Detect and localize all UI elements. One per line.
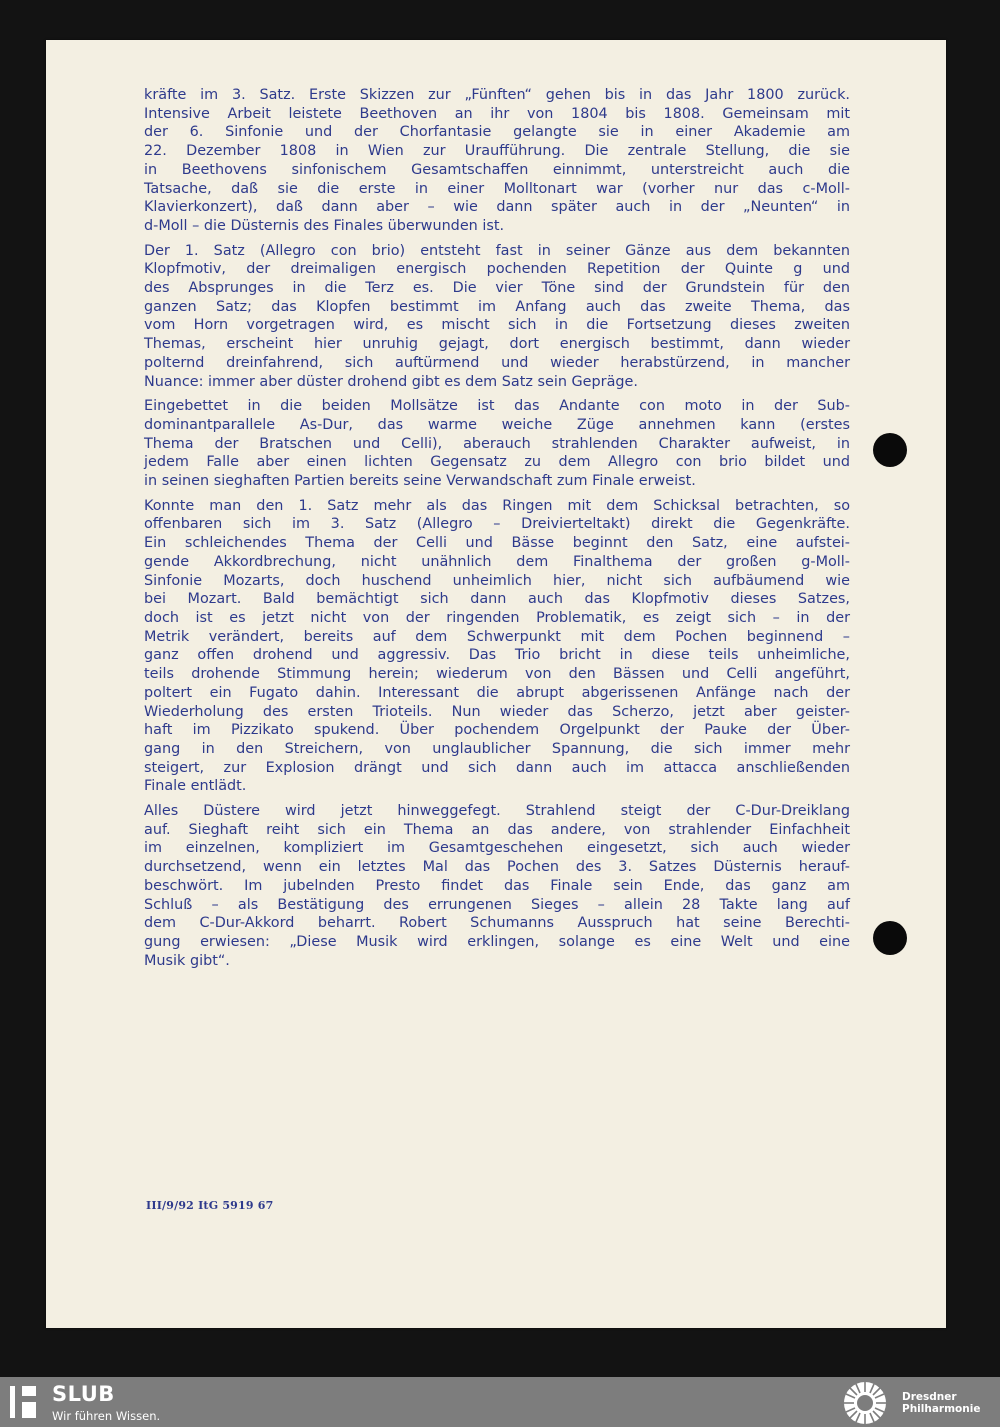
text-line: Themas, erscheint hier unruhig gejagt, dort energisch bestimmt, dann wieder bbox=[144, 336, 850, 353]
text-line: polternd dreinfahrend, sich auftürmend und wieder herabstürzend, in mancher bbox=[144, 354, 850, 371]
philharmonie-logo-icon bbox=[842, 1380, 888, 1426]
text-line: des Absprunges in die Terz es. Die vier Töne sind der Grundstein für den bbox=[144, 280, 850, 297]
punch-hole-lower bbox=[873, 921, 907, 955]
text-line: haft im Pizzikato spukend. Über pochendem Orgelpunkt der Pauke der Über- bbox=[144, 722, 850, 739]
text-line: in seinen sieghaften Partien bereits seine Verwandschaft zum Finale erweist. bbox=[144, 473, 696, 490]
text-line: dominantparallele As-Dur, das warme weiche Züge annehmen kann (erstes bbox=[144, 416, 850, 433]
text-line: durchsetzend, wenn ein letztes Mal das Pochen des 3. Satzes Düsternis herauf- bbox=[144, 859, 850, 876]
philharmonie-name bbox=[902, 1391, 980, 1415]
text-line: Der 1. Satz (Allegro con brio) entsteht fast in seiner Gänze aus dem bekannten bbox=[144, 242, 850, 259]
text-line: Metrik verändert, bereits auf dem Schwerpunkt mit dem Pochen beginnend – bbox=[144, 628, 850, 645]
paragraph bbox=[144, 497, 850, 796]
text-line: Wiederholung des ersten Trioteils. Nun wieder das Scherzo, jetzt aber geister- bbox=[144, 703, 850, 720]
text-line: Ein schleichendes Thema der Celli und Bässe beginnt den Satz, eine aufstei- bbox=[144, 535, 850, 552]
text-line: Konnte man den 1. Satz mehr als das Ringen mit dem Schicksal betrachten, so bbox=[144, 497, 850, 514]
paragraph bbox=[144, 802, 850, 970]
document-text bbox=[144, 86, 850, 976]
text-line: dem C-Dur-Akkord beharrt. Robert Schumanns Ausspruch hat seine Berechti- bbox=[144, 915, 850, 932]
text-line: d-Moll – die Düsternis des Finales überwunden ist. bbox=[144, 217, 505, 234]
text-line: poltert ein Fugato dahin. Interessant die abrupt abgerissenen Anfänge nach der bbox=[144, 684, 850, 701]
text-line: Nuance: immer aber düster drohend gibt es dem Satz sein Gepräge. bbox=[144, 373, 638, 390]
slub-logo-icon bbox=[10, 1386, 36, 1418]
slub-name: SLUB bbox=[52, 1382, 115, 1406]
text-line: 22. Dezember 1808 in Wien zur Uraufführung. Die zentrale Stellung, die sie bbox=[144, 143, 850, 160]
text-line: der 6. Sinfonie und der Chorfantasie gelangte sie in einer Akademie am bbox=[144, 124, 850, 141]
text-line: doch ist es jetzt nicht von der ringenden Problematik, es zeigt sich – in der bbox=[144, 609, 850, 626]
paragraph bbox=[144, 242, 850, 392]
text-line: Alles Düstere wird jetzt hinweggefegt. Strahlend steigt der C-Dur-Dreiklang bbox=[144, 803, 850, 820]
text-line: Finale entlädt. bbox=[144, 778, 247, 795]
philharmonie-name-line2: Philharmonie bbox=[902, 1403, 981, 1415]
print-code: III/9/92 ItG 5919 67 bbox=[146, 1199, 274, 1212]
punch-hole-upper bbox=[873, 433, 907, 467]
text-line: ganzen Satz; das Klopfen bestimmt im Anfang auch das zweite Thema, das bbox=[144, 298, 850, 315]
text-line: Sinfonie Mozarts, doch huschend unheimlich hier, nicht sich aufbäumend wie bbox=[144, 572, 850, 589]
text-line: gang in den Streichern, von unglaublicher Spannung, die sich immer mehr bbox=[144, 740, 850, 757]
text-line: Schluß – als Bestätigung des errungenen Sieges – allein 28 Takte lang auf bbox=[144, 896, 850, 913]
text-line: Thema der Bratschen und Celli), aberauch strahlenden Charakter aufweist, in bbox=[144, 435, 850, 452]
text-line: vom Horn vorgetragen wird, es mischt sich in die Fortsetzung dieses zweiten bbox=[144, 317, 850, 334]
text-line: teils drohende Stimmung herein; wiederum von den Bässen und Celli angeführt, bbox=[144, 666, 850, 683]
text-line: kräfte im 3. Satz. Erste Skizzen zur „Fünften“ gehen bis in das Jahr 1800 zurück. bbox=[144, 87, 850, 103]
paragraph bbox=[144, 86, 850, 236]
text-line: ganz offen drohend und aggressiv. Das Trio bricht in diese teils unheimliche, bbox=[144, 647, 850, 664]
text-line: beschwört. Im jubelnden Presto findet das Finale sein Ende, das ganz am bbox=[144, 877, 850, 894]
text-line: Tatsache, daß sie die erste in einer Molltonart war (vorher nur das c-Moll- bbox=[144, 180, 850, 197]
paragraph bbox=[144, 397, 850, 491]
text-line: auf. Sieghaft reiht sich ein Thema an das andere, von strahlender Einfachheit bbox=[144, 821, 850, 838]
text-line: Intensive Arbeit leistete Beethoven an ihr von 1804 bis 1808. Gemeinsam mit bbox=[144, 105, 850, 122]
text-line: jedem Falle aber einen lichten Gegensatz zu dem Allegro con brio bildet und bbox=[144, 454, 850, 471]
text-line: steigert, zur Explosion drängt und sich dann auch im attacca anschließenden bbox=[144, 759, 850, 776]
text-line: offenbaren sich im 3. Satz (Allegro – Dreivierteltakt) direkt die Gegenkräfte. bbox=[144, 516, 850, 533]
text-line: Klopfmotiv, der dreimaligen energisch pochenden Repetition der Quinte g und bbox=[144, 261, 850, 278]
text-line: im einzelnen, kompliziert im Gesamtgeschehen eingesetzt, sich auch wieder bbox=[144, 840, 850, 857]
text-line: Klavierkonzert), daß dann aber – wie dann später auch in der „Neunten“ in bbox=[144, 199, 850, 216]
philharmonie-name-line1: Dresdner bbox=[902, 1391, 957, 1403]
slub-slogan: Wir führen Wissen. bbox=[52, 1409, 161, 1423]
text-line: Musik gibt“. bbox=[144, 952, 230, 969]
text-line: gung erwiesen: „Diese Musik wird erklingen, solange es eine Welt und eine bbox=[144, 933, 850, 950]
text-line: Eingebettet in die beiden Mollsätze ist das Andante con moto in der Sub- bbox=[144, 398, 850, 415]
footer-bar bbox=[0, 1377, 1000, 1427]
text-line: in Beethovens sinfonischem Gesamtschaffen einnimmt, unterstreicht auch die bbox=[144, 161, 850, 178]
text-line: gende Akkordbrechung, nicht unähnlich dem Finalthema der großen g-Moll- bbox=[144, 553, 850, 570]
text-line: bei Mozart. Bald bemächtigt sich dann auch das Klopfmotiv dieses Satzes, bbox=[144, 591, 850, 608]
